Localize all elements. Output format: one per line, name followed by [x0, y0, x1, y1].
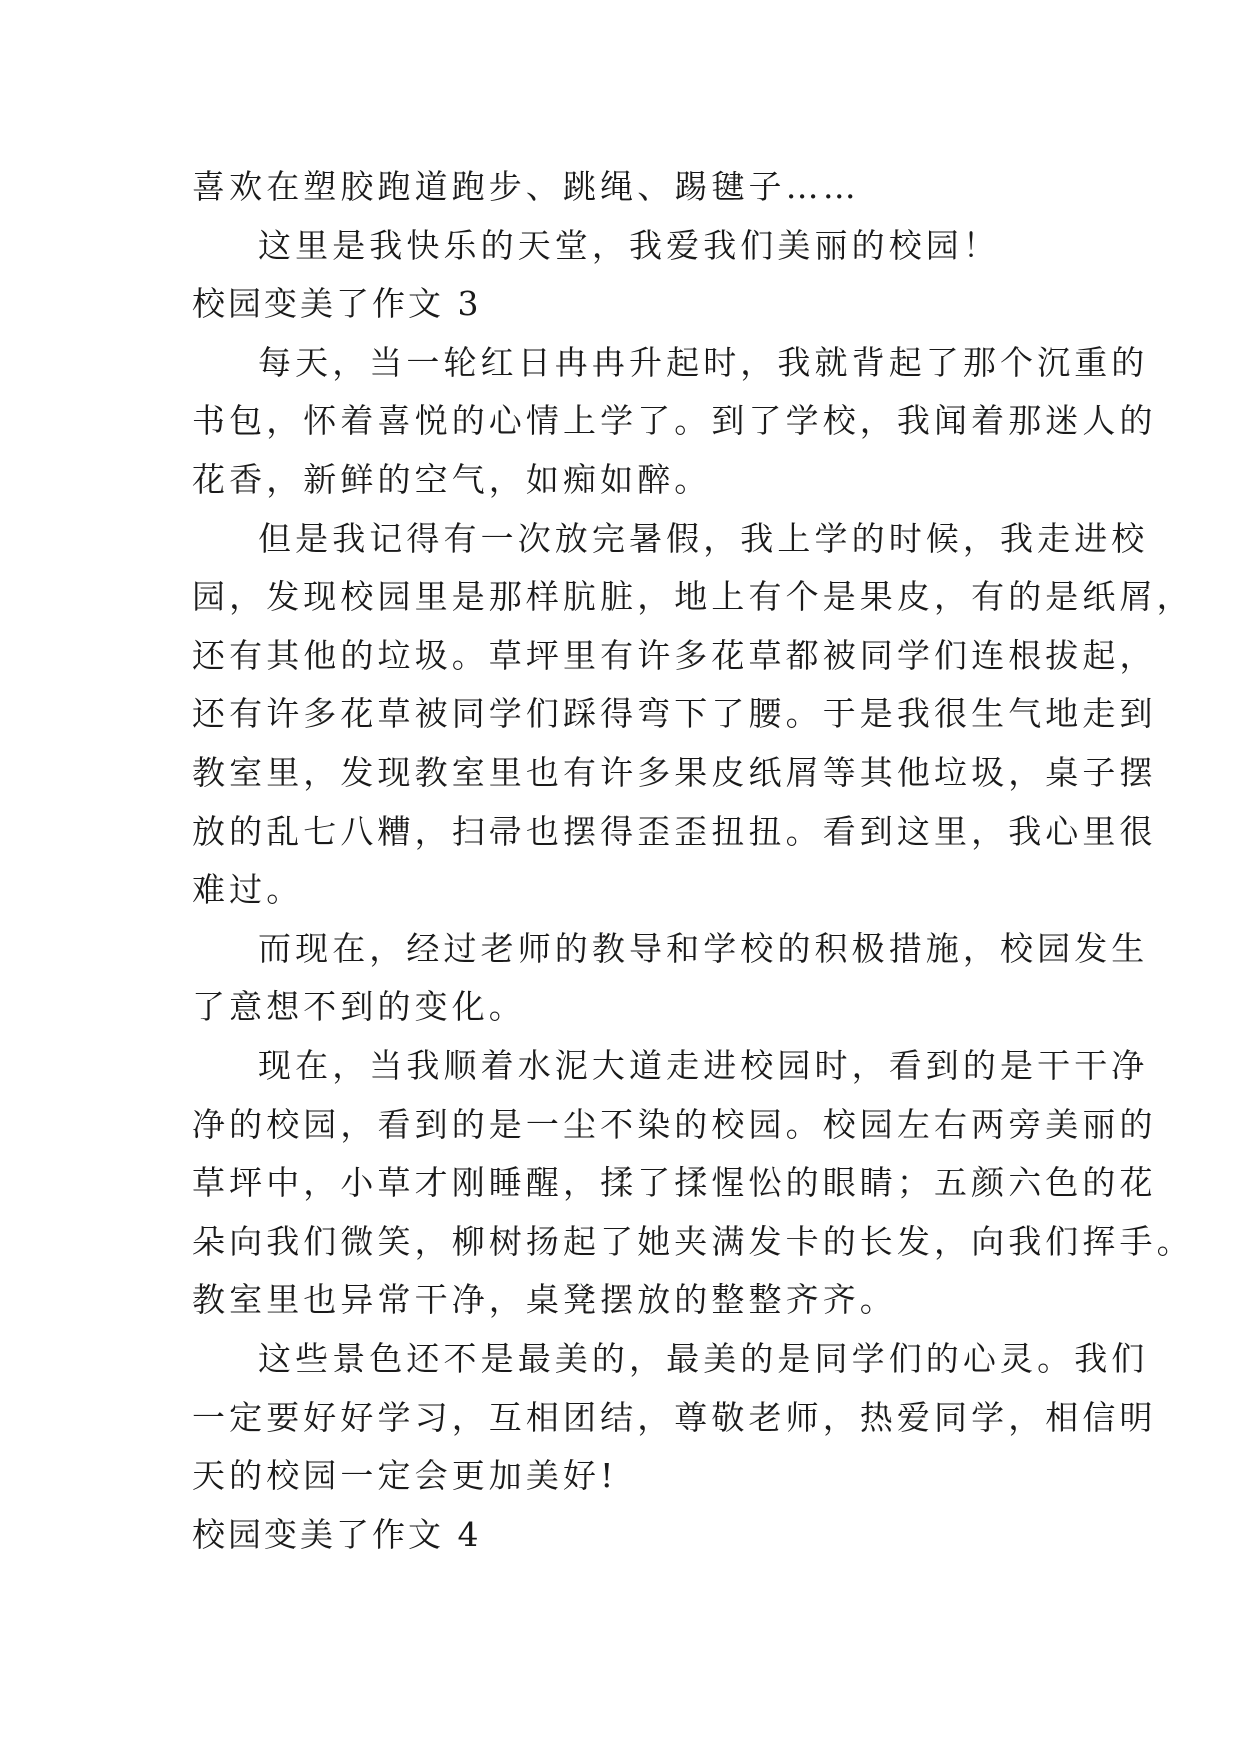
text-line: 放的乱七八糟，扫帚也摆得歪歪扭扭。看到这里，我心里很: [192, 811, 1157, 851]
text-line: 而现在，经过老师的教导和学校的积极措施，校园发生: [258, 928, 1149, 968]
text-line: 喜欢在塑胶跑道跑步、跳绳、踢毽子……: [192, 167, 860, 206]
text-line: 净的校园，看到的是一尘不染的校园。校园左右两旁美丽的: [192, 1104, 1157, 1144]
text-line: 教室里，发现教室里也有许多果皮纸屑等其他垃圾，桌子摆: [192, 753, 1157, 792]
text-line: 天的校园一定会更加美好!: [192, 1456, 618, 1496]
text-line: 园，发现校园里是那样肮脏，地上有个是果皮，有的是纸屑，: [192, 577, 1194, 617]
text-line: 一定要好好学习，互相团结，尊敬老师，热爱同学，相信明: [192, 1397, 1157, 1437]
text-line: 这些景色还不是最美的，最美的是同学们的心灵。我们: [258, 1339, 1149, 1378]
text-line: 朵向我们微笑，柳树扬起了她夹满发卡的长发，向我们挥手。: [192, 1221, 1194, 1261]
text-line: 现在，当我顺着水泥大道走进校园时，看到的是干干净: [258, 1046, 1149, 1085]
text-line: 了意想不到的变化。: [192, 987, 526, 1027]
text-line: 这里是我快乐的天堂，我爱我们美丽的校园！: [258, 225, 1000, 265]
section-heading: 校园变美了作文 4: [192, 1514, 482, 1554]
text-line: 还有其他的垃圾。草坪里有许多花草都被同学们连根拔起，: [192, 635, 1157, 675]
text-line: 书包，怀着喜悦的心情上学了。到了学校，我闻着那迷人的: [192, 401, 1157, 441]
text-line: 还有许多花草被同学们踩得弯下了腰。于是我很生气地走到: [192, 694, 1157, 734]
section-heading: 校园变美了作文 3: [192, 284, 482, 324]
text-line: 难过。: [192, 870, 304, 910]
text-line: 花香，新鲜的空气，如痴如醉。: [192, 460, 712, 499]
text-line: 教室里也异常干净，桌凳摆放的整整齐齐。: [192, 1280, 897, 1320]
text-line: 草坪中，小草才刚睡醒，揉了揉惺忪的眼睛；五颜六色的花: [192, 1163, 1157, 1203]
text-line: 但是我记得有一次放完暑假，我上学的时候，我走进校: [258, 518, 1149, 558]
text-line: 每天，当一轮红日冉冉升起时，我就背起了那个沉重的: [258, 342, 1149, 382]
